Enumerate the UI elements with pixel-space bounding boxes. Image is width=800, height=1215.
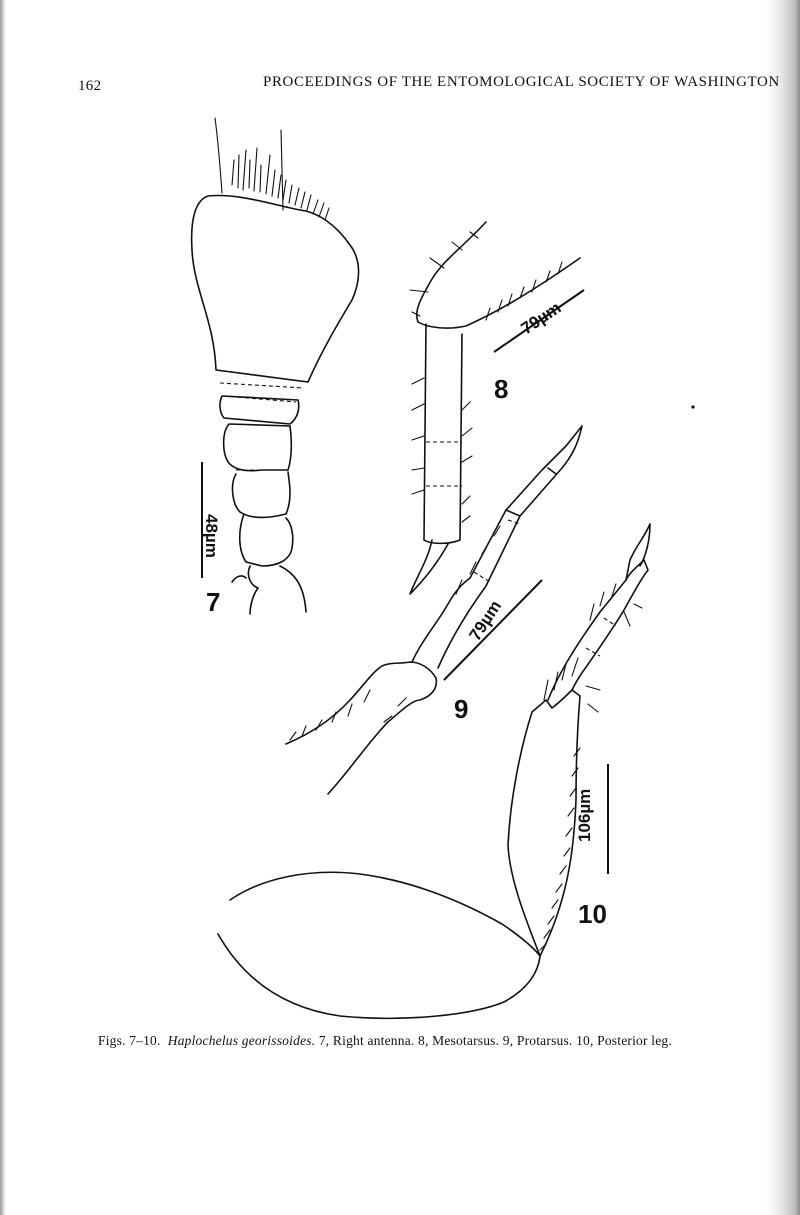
page-number: 162 <box>78 78 102 94</box>
fig9-scale-label: 79µm <box>465 597 506 645</box>
figure-caption <box>98 1033 758 1049</box>
caption-text: 7, Right antenna. 8, Mesotarsus. 9, Protarsus. 10, Posterior leg. <box>318 1033 672 1048</box>
fig7-scale-bar <box>202 462 221 578</box>
fig9-protarsus-drawing <box>286 426 582 794</box>
running-head: PROCEEDINGS OF THE ENTOMOLOGICAL SOCIETY OF WASHINGTON <box>263 74 780 90</box>
fig9-number: 9 <box>454 694 469 724</box>
fig10-scale-label: 106µm <box>575 788 594 842</box>
fig10-scale-bar <box>575 764 608 874</box>
fig8-number: 8 <box>494 374 509 404</box>
fig10-posterior-leg-drawing <box>218 524 650 1018</box>
fig8-scale-label: 79µm <box>517 298 565 339</box>
fig7-scale-label: 48µm <box>202 514 221 558</box>
caption-species: Haplochelus georissoides. <box>167 1033 316 1048</box>
speck <box>691 405 694 408</box>
caption-prefix: Figs. 7–10. <box>98 1033 161 1048</box>
fig8-scale-bar <box>494 290 584 352</box>
fig8-mesotarsus-drawing <box>410 222 580 594</box>
fig10-number: 10 <box>578 899 607 929</box>
fig7-number: 7 <box>206 587 221 617</box>
fig9-scale-bar <box>444 580 542 680</box>
